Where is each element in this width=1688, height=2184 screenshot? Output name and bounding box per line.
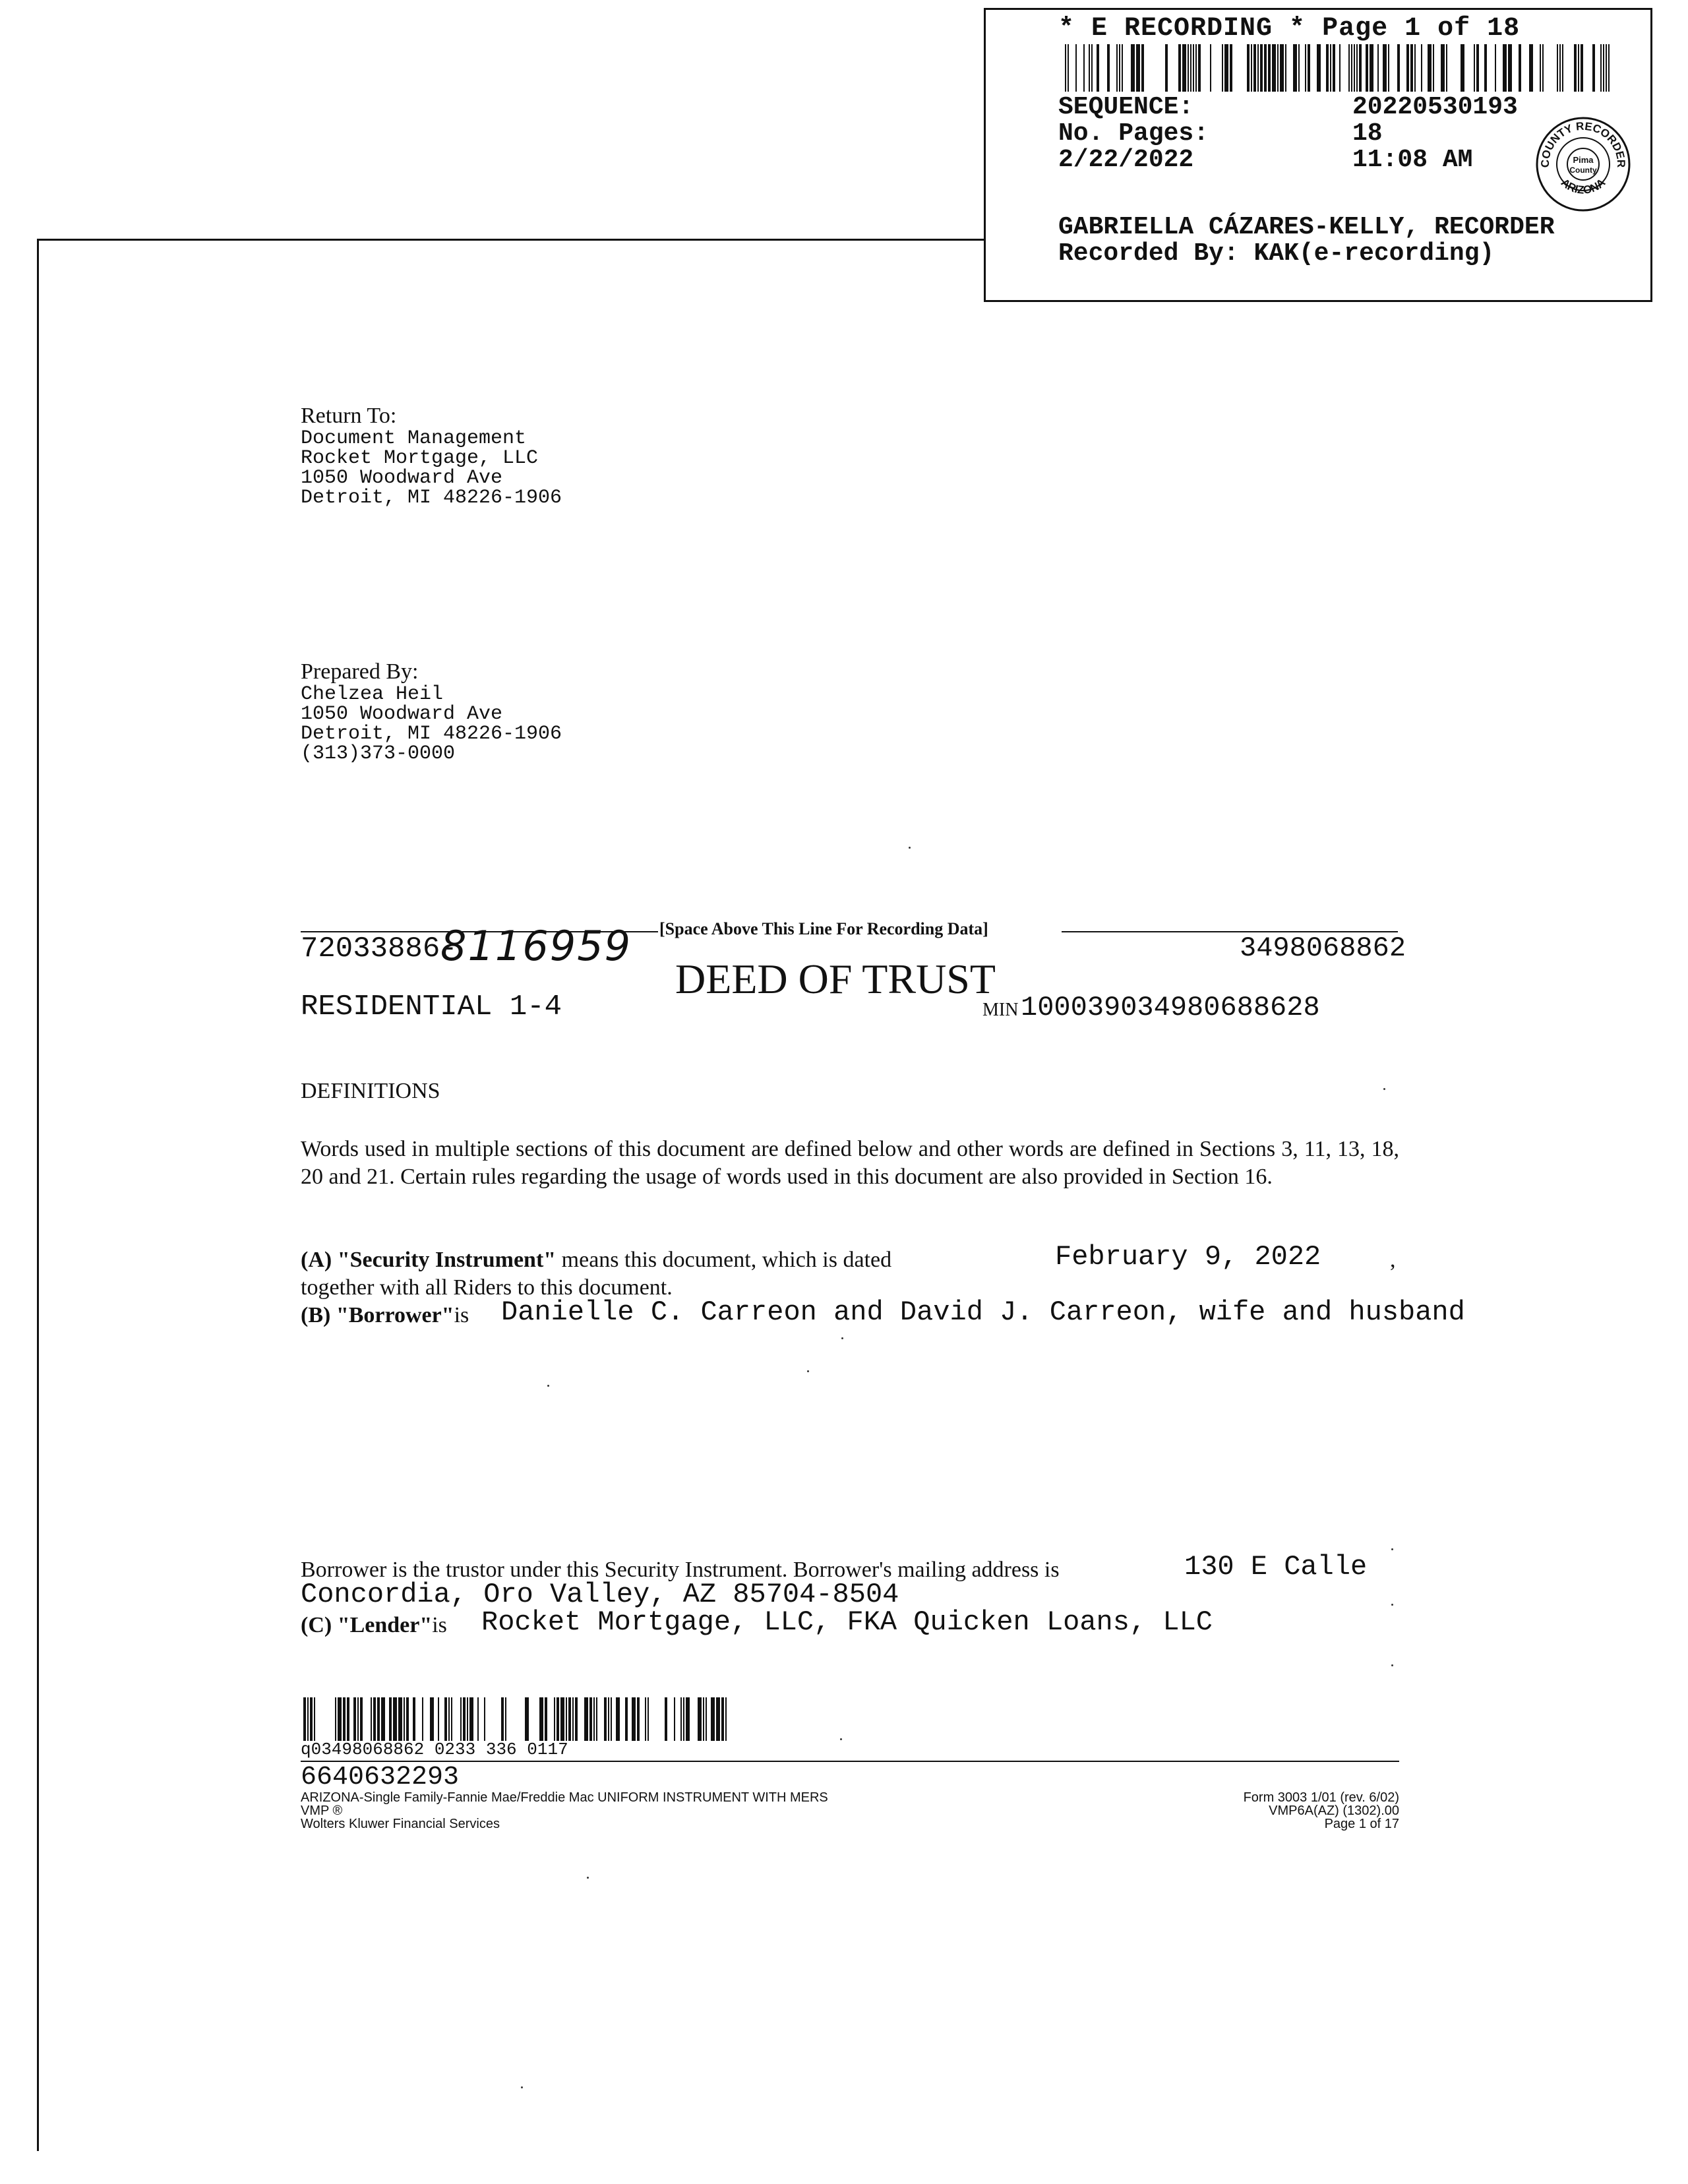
frame-left-rule (37, 239, 39, 2151)
seal-bottom-text: ARIZONA (1558, 176, 1608, 197)
barcode-bar (554, 1697, 555, 1741)
barcode-bar (307, 1697, 309, 1741)
barcode-bar (1339, 44, 1341, 92)
barcode-bar (1461, 44, 1464, 92)
barcode-bar (625, 1697, 628, 1741)
borrower-address-line-1: 130 E Calle (1184, 1551, 1368, 1583)
recorder-name: GABRIELLA CÁZARES-KELLY, RECORDER (1058, 213, 1555, 241)
barcode-bar (698, 1697, 702, 1741)
barcode-bar (477, 1697, 479, 1741)
record-date: 2/22/2022 (1058, 146, 1194, 174)
barcode-bar (1190, 44, 1191, 92)
prepared-by-line-4: (313)373-0000 (301, 743, 456, 765)
scan-speck (1391, 1664, 1393, 1666)
barcode-bar (1359, 44, 1362, 92)
barcode-bar (484, 1697, 485, 1741)
barcode-bar (1484, 44, 1487, 92)
barcode-bar (389, 1697, 392, 1741)
barcode-bar (1277, 44, 1279, 92)
sequence-value: 20220530193 (1352, 93, 1518, 121)
barcode-bar (460, 1697, 462, 1741)
barcode-bar (1562, 44, 1563, 92)
barcode-bar (398, 1697, 402, 1741)
scan-speck (1391, 1604, 1393, 1606)
barcode-bar (314, 1697, 315, 1741)
seal-center-1: Pima (1573, 155, 1594, 165)
seal-top-text: COUNTY RECORDER (1538, 119, 1628, 168)
definitions-title: DEFINITIONS (301, 1079, 440, 1103)
barcode-bar (1574, 44, 1577, 92)
barcode-bar (381, 1697, 385, 1741)
scan-speck (1391, 1548, 1393, 1550)
barcode-bar (360, 1697, 363, 1741)
barcode-bar (353, 1697, 356, 1741)
definition-b-is: is (454, 1303, 469, 1327)
barcode-bar (645, 1697, 646, 1741)
barcode-bar (711, 1697, 715, 1741)
barcode-bar (1476, 44, 1479, 92)
barcode-bar (1410, 44, 1413, 92)
barcode-bar (338, 1697, 342, 1741)
barcode-bar (1441, 44, 1445, 92)
form-number: Form 3003 1/01 (rev. 6/02) (1243, 1790, 1399, 1805)
svg-text:ARIZONA (1559, 176, 1608, 197)
definition-b-line (301, 1303, 469, 1328)
borrower-address-line-2: Concordia, Oro Valley, AZ 85704-8504 (301, 1579, 899, 1610)
barcode-bar (310, 1697, 313, 1741)
barcode-bar (716, 1697, 720, 1741)
barcode-bar (1474, 44, 1475, 92)
definition-a-line (301, 1248, 891, 1273)
barcode-bar (1075, 44, 1077, 92)
barcode-bar (1495, 44, 1496, 92)
barcode-bar (1428, 44, 1432, 92)
scan-speck (840, 1738, 842, 1740)
definition-b-label: (B) "Borrower" (301, 1303, 454, 1327)
scan-speck (547, 1385, 549, 1387)
barcode-bar (1091, 44, 1093, 92)
scan-speck (841, 1337, 843, 1339)
barcode-bar (413, 1697, 415, 1741)
barcode-bar (1247, 44, 1250, 92)
barcode-bar (1592, 44, 1595, 92)
scan-speck (1383, 1088, 1385, 1090)
barcode-bar (1581, 44, 1583, 92)
barcode-bar (1089, 44, 1090, 92)
barcode-bar (1557, 44, 1558, 92)
prepared-by-line-2: 1050 Woodward Ave (301, 703, 503, 725)
barcode-bar (575, 1697, 578, 1741)
barcode-bar (393, 1697, 397, 1741)
barcode-bar (1083, 44, 1085, 92)
stamp-barcode (1060, 44, 1613, 92)
definition-c-is: is (432, 1613, 447, 1637)
barcode-bar (1293, 44, 1297, 92)
barcode-bar (721, 1697, 724, 1741)
barcode-bar (584, 1697, 588, 1741)
barcode-bar (545, 1697, 547, 1741)
return-to-line-1: Document Management (301, 427, 527, 450)
barcode-bar (1165, 44, 1168, 92)
barcode-bar (1097, 44, 1099, 92)
barcode-bar (1540, 44, 1541, 92)
barcode-bar (1348, 44, 1350, 92)
barcode-bar (560, 1697, 564, 1741)
barcode-bar (1182, 44, 1186, 92)
barcode-bar (1268, 44, 1271, 92)
residential-label: RESIDENTIAL 1-4 (301, 990, 562, 1023)
pages-value: 18 (1352, 119, 1383, 148)
barcode-text: q03498068862 0233 336 0117 (301, 1740, 568, 1759)
barcode-bar (406, 1697, 409, 1741)
barcode-bar (596, 1697, 597, 1741)
vmp-code: VMP6A(AZ) (1302).00 (1269, 1804, 1399, 1818)
barcode-bar (648, 1697, 649, 1741)
barcode-bar (725, 1697, 727, 1741)
barcode-bar (1351, 44, 1352, 92)
barcode-bar (501, 1697, 504, 1741)
barcode-bar (347, 1697, 349, 1741)
barcode-bar (1178, 44, 1181, 92)
barcode-bar (463, 1697, 466, 1741)
barcode-bar (404, 1697, 405, 1741)
definition-c-line (301, 1613, 447, 1638)
barcode-bar (1503, 44, 1507, 92)
barcode-bar (1397, 44, 1400, 92)
barcode-bar (377, 1697, 380, 1741)
definition-a-text: means this document, which is dated (556, 1248, 892, 1272)
barcode-bar (1578, 44, 1579, 92)
barcode-bar (1065, 44, 1066, 92)
barcode-bar (1141, 44, 1144, 92)
barcode-bar (1433, 44, 1434, 92)
barcode-bar (371, 1697, 372, 1741)
barcode-bar (1298, 44, 1300, 92)
barcode-bar (1370, 44, 1373, 92)
barcode-bar (1068, 44, 1069, 92)
scan-speck (807, 1370, 809, 1372)
record-time: 11:08 AM (1352, 146, 1473, 174)
barcode-bar (1326, 44, 1329, 92)
barcode-bar (451, 1697, 452, 1741)
document-barcode (301, 1697, 729, 1741)
barcode-bar (357, 1697, 359, 1741)
barcode-bar (608, 1697, 609, 1741)
barcode-bar (1107, 44, 1110, 92)
barcode-bar (448, 1697, 450, 1741)
barcode-bar (525, 1697, 529, 1741)
barcode-bar (1388, 44, 1389, 92)
barcode-bar (1603, 44, 1604, 92)
barcode-bar (1542, 44, 1544, 92)
return-to-line-2: Rocket Mortgage, LLC (301, 447, 539, 470)
barcode-bar (1122, 44, 1123, 92)
barcode-bar (469, 1697, 473, 1741)
barcode-bar (1119, 44, 1120, 92)
barcode-bar (1272, 44, 1276, 92)
prepared-by-label: Prepared By: (301, 659, 419, 684)
trustor-statement: Borrower is the trustor under this Security Instrument. Borrower's mailing address is (301, 1558, 1060, 1582)
barcode-bar (674, 1697, 675, 1741)
barcode-bar (1519, 44, 1521, 92)
barcode-bar (589, 1697, 592, 1741)
barcode-bar (566, 1697, 567, 1741)
recording-data-line: [Space Above This Line For Recording Data] (659, 919, 988, 938)
barcode-bar (703, 1697, 704, 1741)
prepared-by-line-1: Chelzea Heil (301, 683, 444, 706)
stamp-header: * E RECORDING * Page 1 of 18 (1058, 14, 1521, 44)
barcode-bar (505, 1697, 506, 1741)
barcode-bar (1224, 44, 1228, 92)
barcode-bar (1136, 44, 1140, 92)
barcode-bar (557, 1697, 559, 1741)
barcode-bar (1559, 44, 1561, 92)
barcode-bar (1210, 44, 1211, 92)
document-title: DEED OF TRUST (675, 956, 996, 1002)
barcode-bar (1230, 44, 1232, 92)
form-description: ARIZONA-Single Family-Fannie Mae/Freddie Mac UNIFORM INSTRUMENT WITH MERS (301, 1790, 828, 1805)
recording-stamp (984, 8, 1652, 302)
barcode-bar (1257, 44, 1259, 92)
barcode-bar (568, 1697, 571, 1741)
barcode-bar (1317, 44, 1321, 92)
barcode-bar (1260, 44, 1263, 92)
loan-id: 6640632293 (301, 1763, 460, 1792)
seal-center-2: County (1569, 166, 1597, 175)
barcode-bar (1193, 44, 1194, 92)
barcode-bar (637, 1697, 640, 1741)
barcode-bar (1195, 44, 1197, 92)
prepared-by-line-3: Detroit, MI 48226-1906 (301, 723, 562, 745)
barcode-bar (1377, 44, 1379, 92)
barcode-bar (1253, 44, 1256, 92)
barcode-bar (1406, 44, 1409, 92)
barcode-bar (373, 1697, 376, 1741)
lender-name: Rocket Mortgage, LLC, FKA Quicken Loans, LLC (481, 1606, 1213, 1638)
barcode-bar (1131, 44, 1135, 92)
barcode-bar (1600, 44, 1602, 92)
barcode-bar (1446, 44, 1447, 92)
barcode-bar (303, 1697, 306, 1741)
page-number: Page 1 of 17 (1324, 1817, 1399, 1831)
definition-c-label: (C) "Lender" (301, 1613, 433, 1637)
barcode-bar (1285, 44, 1286, 92)
barcode-bar (430, 1697, 434, 1741)
barcode-bar (1366, 44, 1368, 92)
barcode-bar (604, 1697, 607, 1741)
definitions-intro: Words used in multiple sections of this document are defined below and other words are defined in Sections 3, 11, 13, 18, 20 and 21. Certain rules regarding the usage of words used in this document are also provided in Section 16. (301, 1137, 1399, 1189)
barcode-bar (467, 1697, 468, 1741)
barcode-bar (1280, 44, 1284, 92)
footer-rule (301, 1761, 1399, 1762)
min-label: MIN (982, 1000, 1019, 1020)
barcode-bar (1264, 44, 1267, 92)
barcode-bar (1383, 44, 1387, 92)
barcode-bar (343, 1697, 346, 1741)
barcode-bar (335, 1697, 336, 1741)
vmp-label: VMP ® (301, 1804, 343, 1818)
barcode-bar (1414, 44, 1416, 92)
barcode-bar (539, 1697, 543, 1741)
publisher: Wolters Kluwer Financial Services (301, 1817, 500, 1831)
barcode-bar (1508, 44, 1512, 92)
scan-speck (521, 2086, 523, 2088)
barcode-bar (1308, 44, 1310, 92)
barcode-bar (1421, 44, 1422, 92)
handwritten-number: 8116959 (440, 922, 632, 970)
barcode-bar (572, 1697, 574, 1741)
barcode-bar (1529, 44, 1533, 92)
barcode-bar (1222, 44, 1223, 92)
definition-a-continuation: together with all Riders to this document. (301, 1275, 673, 1300)
frame-top-rule (37, 239, 985, 241)
barcode-bar (1188, 44, 1189, 92)
barcode-bar (438, 1697, 439, 1741)
recorded-by: Recorded By: KAK(e-recording) (1058, 239, 1495, 268)
sequence-label: SEQUENCE: (1058, 93, 1194, 121)
return-to-label: Return To: (301, 404, 397, 428)
barcode-bar (422, 1697, 423, 1741)
loan-number: 72033886- (301, 932, 458, 965)
instrument-date: February 9, 2022 (1055, 1241, 1321, 1273)
barcode-bar (706, 1697, 707, 1741)
scan-speck (587, 1877, 589, 1879)
return-to-block (301, 404, 562, 508)
min-number: 100039034980688628 (1021, 992, 1320, 1023)
barcode-bar (1608, 44, 1610, 92)
barcode-bar (1198, 44, 1201, 92)
document-number: 3498068862 (1240, 932, 1406, 964)
barcode-bar (632, 1697, 636, 1741)
scan-speck (909, 847, 911, 849)
barcode-bar (1116, 44, 1118, 92)
barcode-bar (593, 1697, 595, 1741)
barcode-bar (1305, 44, 1306, 92)
county-recorder-seal (1534, 115, 1632, 213)
barcode-bar (1251, 44, 1252, 92)
barcode-bar (1356, 44, 1358, 92)
barcode-bar (665, 1697, 667, 1741)
barcode-bar (444, 1697, 447, 1741)
barcode-bar (1354, 44, 1355, 92)
barcode-bar (1606, 44, 1607, 92)
definition-a-comma: , (1390, 1248, 1396, 1272)
barcode-bar (1330, 44, 1331, 92)
return-to-line-3: 1050 Woodward Ave (301, 467, 503, 489)
barcode-bar (616, 1697, 620, 1741)
pages-label: No. Pages: (1058, 119, 1209, 148)
prepared-by-block (301, 659, 562, 764)
barcode-bar (680, 1697, 682, 1741)
barcode-bar (683, 1697, 684, 1741)
barcode-bar (686, 1697, 690, 1741)
return-to-line-4: Detroit, MI 48226-1906 (301, 487, 562, 509)
borrower-name: Danielle C. Carreon and David J. Carreon, wife and husband (501, 1296, 1465, 1328)
barcode-bar (611, 1697, 612, 1741)
definition-a-label: (A) "Security Instrument" (301, 1248, 557, 1272)
barcode-bar (1333, 44, 1335, 92)
